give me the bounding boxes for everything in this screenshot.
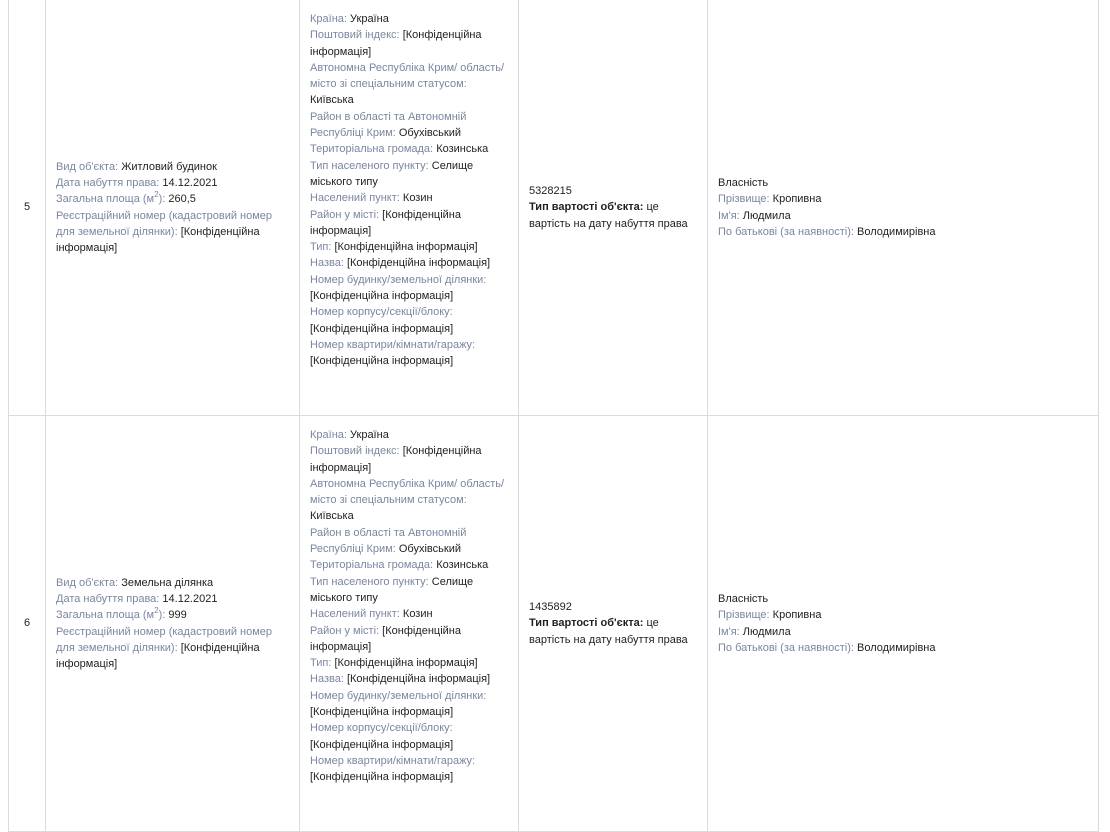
acquired-date-value: 14.12.2021 <box>162 592 218 605</box>
settlement-type-value: Селище міського типу <box>310 159 474 188</box>
country-value: Україна <box>350 13 389 25</box>
settlement-type-label: Тип населеного пункту: <box>310 575 429 588</box>
building-value: [Конфіденційна інформація] <box>310 322 454 335</box>
cost-type-label: Тип вартості об'єкта: <box>529 617 644 630</box>
cost-cell <box>519 416 708 832</box>
street-type-label: Тип: <box>310 657 332 670</box>
first-name-value: Людмила <box>742 625 791 638</box>
street-name-label: Назва: <box>310 673 344 686</box>
total-area <box>56 607 289 623</box>
district-value: Обухівський <box>398 127 461 140</box>
cost-value: 5328215 <box>529 185 572 198</box>
building-label: Номер корпусу/секції/блоку: <box>310 306 453 319</box>
apartment-value: [Конфіденційна інформація] <box>310 355 454 368</box>
patronymic-label: По батькові (за наявності): <box>718 225 854 238</box>
postal-value: [Конфіденційна інформація] <box>310 445 482 474</box>
total-area-value: 260,5 <box>168 193 196 206</box>
community-label: Територіальна громада: <box>310 143 434 156</box>
country-label: Країна: <box>310 429 347 441</box>
object-info-cell <box>46 416 300 832</box>
postal-label: Поштовий індекс: <box>310 445 400 458</box>
house-label: Номер будинку/земельної ділянки: <box>310 273 487 286</box>
surname-label: Прізвище: <box>718 193 770 206</box>
street-type-value: [Конфіденційна інформація] <box>334 657 478 670</box>
object-type-value: Житловий будинок <box>121 160 217 173</box>
row-number-value: 5 <box>23 201 31 214</box>
settlement-label: Населений пункт: <box>310 192 400 205</box>
owner-cell <box>708 0 1099 416</box>
settlement-type-label: Тип населеного пункту: <box>310 159 429 172</box>
property-table <box>8 0 1099 832</box>
apartment-label: Номер квартири/кімнати/гаражу: <box>310 338 476 351</box>
street-name-value: [Конфіденційна інформація] <box>346 673 491 686</box>
community-label: Територіальна громада: <box>310 559 434 572</box>
house-value: [Конфіденційна інформація] <box>310 706 454 719</box>
street-type-value: [Конфіденційна інформація] <box>334 241 478 254</box>
patronymic-value: Володимирівна <box>857 225 936 238</box>
settlement-type-value: Селище міського типу <box>310 575 474 604</box>
object-type-value: Земельна ділянка <box>121 576 214 589</box>
settlement-value: Козин <box>402 192 433 205</box>
row-number <box>9 0 46 416</box>
object-type <box>56 575 289 591</box>
surname-label: Прізвище: <box>718 609 770 622</box>
country-label: Країна: <box>310 13 347 25</box>
total-area-value: 999 <box>168 609 187 622</box>
total-area <box>56 191 289 207</box>
apartment-value: [Конфіденційна інформація] <box>310 771 454 784</box>
table-row <box>9 0 1099 416</box>
row-number <box>9 416 46 832</box>
settlement-value: Козин <box>402 608 433 621</box>
apartment-label: Номер квартири/кімнати/гаражу: <box>310 754 476 767</box>
house-label: Номер будинку/земельної ділянки: <box>310 689 487 702</box>
street-type-label: Тип: <box>310 241 332 254</box>
registration-number <box>56 208 289 257</box>
patronymic-label: По батькові (за наявності): <box>718 641 854 654</box>
cost-cell <box>519 0 708 416</box>
registration-number-value: [Конфіденційна інформація] <box>56 225 260 255</box>
street-name-value: [Конфіденційна інформація] <box>346 257 491 270</box>
patronymic-value: Володимирівна <box>857 641 936 654</box>
object-type-label: Вид об'єкта: <box>56 160 119 173</box>
region-value: Київська <box>310 94 354 107</box>
region-label: Автономна Республіка Крим/ область/місто зі спеціальним статусом: <box>310 477 505 507</box>
surname-value: Кропивна <box>772 609 822 622</box>
city-district-label: Район у місті: <box>310 208 380 221</box>
row-number-value: 6 <box>23 617 31 630</box>
region-label: Автономна Республіка Крим/ область/місто зі спеціальним статусом: <box>310 61 505 91</box>
district-label: Район в області та Автономній Республіці Крим: <box>310 110 467 140</box>
acquired-date-label: Дата набуття права: <box>56 592 160 605</box>
building-label: Номер корпусу/секції/блоку: <box>310 722 453 735</box>
postal-value: [Конфіденційна інформація] <box>310 29 482 58</box>
right-type: Власність <box>718 176 769 189</box>
registration-number-value: [Конфіденційна інформація] <box>56 641 260 671</box>
street-name-label: Назва: <box>310 257 344 270</box>
community-value: Козинська <box>436 559 489 572</box>
settlement-label: Населений пункт: <box>310 608 400 621</box>
house-value: [Конфіденційна інформація] <box>310 290 454 303</box>
registration-number-label: Реєстраційний номер (кадастровий номер для земельної ділянки): <box>56 625 273 654</box>
table-row <box>9 416 1099 832</box>
right-type: Власність <box>718 592 769 605</box>
first-name-value: Людмила <box>742 209 791 222</box>
cost-type-label: Тип вартості об'єкта: <box>529 201 644 214</box>
cost-type-value: це вартість на дату набуття права <box>529 201 688 230</box>
region-value: Київська <box>310 510 354 523</box>
cost-value: 1435892 <box>529 601 572 614</box>
building-value: [Конфіденційна інформація] <box>310 738 454 751</box>
object-info-cell <box>46 0 300 416</box>
acquired-date <box>56 175 289 191</box>
city-district-label: Район у місті: <box>310 624 380 637</box>
postal-label: Поштовий індекс: <box>310 29 400 42</box>
district-label: Район в області та Автономній Республіці Крим: <box>310 526 467 556</box>
district-value: Обухівський <box>398 543 461 556</box>
city-district-value: [Конфіденційна інформація] <box>310 208 461 237</box>
address-cell <box>300 0 519 416</box>
first-name-label: Ім'я: <box>718 625 740 638</box>
registration-number-label: Реєстраційний номер (кадастровий номер для земельної ділянки): <box>56 209 273 238</box>
surname-value: Кропивна <box>772 193 822 206</box>
owner-cell <box>708 416 1099 832</box>
object-type-label: Вид об'єкта: <box>56 576 119 589</box>
total-area-label: Загальна площа $(м^2)$: <box>56 606 166 622</box>
country-value: Україна <box>350 429 389 441</box>
cost-type-value: це вартість на дату набуття права <box>529 617 688 646</box>
city-district-value: [Конфіденційна інформація] <box>310 624 461 653</box>
acquired-date-label: Дата набуття права: <box>56 176 160 189</box>
object-type <box>56 159 289 175</box>
registration-number <box>56 624 289 673</box>
total-area-label: Загальна площа $(м^2)$: <box>56 190 166 206</box>
acquired-date-value: 14.12.2021 <box>162 176 218 189</box>
community-value: Козинська <box>436 143 489 156</box>
address-cell <box>300 416 519 832</box>
acquired-date <box>56 591 289 607</box>
first-name-label: Ім'я: <box>718 209 740 222</box>
